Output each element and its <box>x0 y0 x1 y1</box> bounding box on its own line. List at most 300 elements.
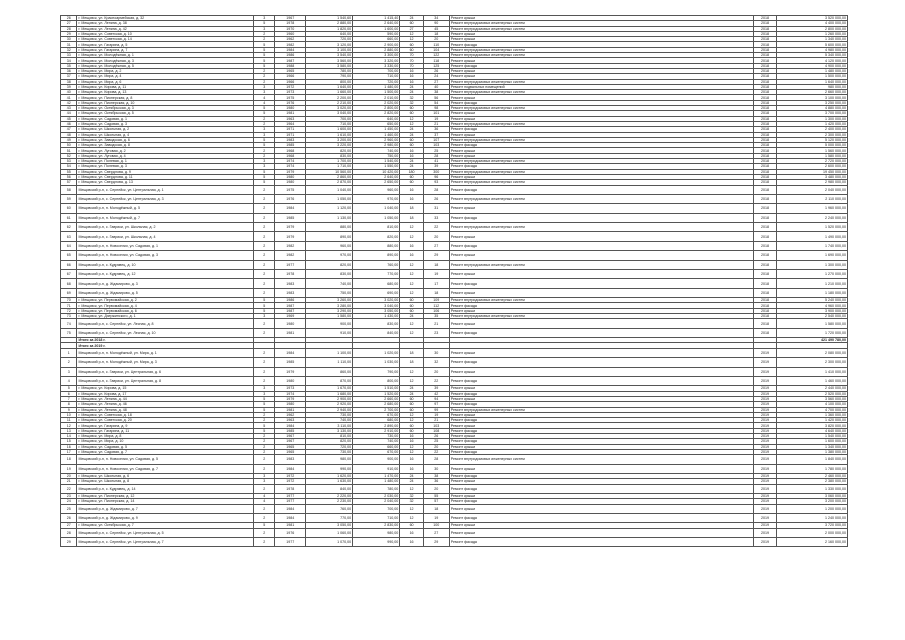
cell-cost: 2 040 000,00 <box>777 185 848 194</box>
cell-floors: 3 <box>254 159 275 164</box>
cell-area: 3 020,00 <box>306 106 353 111</box>
cell-work: Ремонт внутридомовых инженерных систем <box>449 79 753 84</box>
cell-area2: 10 420,00 <box>353 169 400 174</box>
cell-addr: Мещовский р-н, д. Ждамирово, д. 5 <box>77 288 254 297</box>
cell-cost: 1 480 000,00 <box>777 68 848 73</box>
cell-apts: 60 <box>400 180 424 185</box>
cell-res: 36 <box>423 479 449 484</box>
cell-addr: Мещовский р-н, с. Серпейск, ул. Центральная, д. 7 <box>77 538 254 547</box>
cell-apts: 60 <box>400 174 424 179</box>
cell-n: 8 <box>61 402 77 407</box>
cell-cost: 1 380 000,00 <box>777 449 848 454</box>
cell-cost: 4 100 000,00 <box>777 402 848 407</box>
cell-plan: 2019 <box>753 493 777 498</box>
cell-apts: 24 <box>400 479 424 484</box>
section-label: Итого за 2019 г. <box>77 343 254 348</box>
cell-addr: Мещовский р-н, с. Кудрявец, д. 12 <box>77 270 254 279</box>
cell-floors: 2 <box>254 513 275 522</box>
cell-n: 67 <box>61 270 77 279</box>
cell-apts: 12 <box>400 367 424 376</box>
cell-area2: 670,00 <box>353 412 400 417</box>
cell-work: Ремонт крыши <box>449 288 753 297</box>
cell-area2: 2 640,00 <box>353 174 400 179</box>
cell-apts: 12 <box>400 288 424 297</box>
cell-apts: 70 <box>400 53 424 58</box>
cell-floors: 2 <box>254 204 275 213</box>
cell-area: 3 580,00 <box>306 63 353 68</box>
cell-cost: 1 600 000,00 <box>777 439 848 444</box>
cell-cost: 1 270 000,00 <box>777 270 848 279</box>
cell-area: 720,00 <box>306 444 353 449</box>
cell-area2: 3 330,00 <box>353 63 400 68</box>
cell-floors: 2 <box>254 185 275 194</box>
cell-n: 66 <box>61 260 77 269</box>
cell-area2: 660,00 <box>353 444 400 449</box>
cell-area2: 2 830,00 <box>353 523 400 528</box>
cell-area2: 2 030,00 <box>353 493 400 498</box>
cell-res: 18 <box>423 31 449 36</box>
cell-work: Ремонт крыши <box>449 148 753 153</box>
cell-year: 1982 <box>275 241 306 250</box>
subtotal-label: Итого за 2018 г. <box>77 338 254 343</box>
cell-addr: г. Мещовск, ул. Мира, д. 10 <box>77 439 254 444</box>
cell-work: Ремонт крыши <box>449 116 753 121</box>
cell-plan: 2019 <box>753 499 777 504</box>
table-body <box>61 16 848 547</box>
cell-cost: 1 540 000,00 <box>777 433 848 438</box>
cell-work: Ремонт внутридомовых инженерных систем <box>449 180 753 185</box>
cell-area: 1 600,00 <box>306 127 353 132</box>
cell-res: 26 <box>423 68 449 73</box>
cell-work: Ремонт крыши <box>449 348 753 357</box>
cell-n: 24 <box>61 499 77 504</box>
cell-floors: 5 <box>254 174 275 179</box>
cell-cost: 1 780 000,00 <box>777 464 848 473</box>
cell-area: 3 130,00 <box>306 428 353 433</box>
cell-res: 20 <box>423 367 449 376</box>
cell-area: 3 290,00 <box>306 308 353 313</box>
cell-addr: г. Мещовск, ул. Кирова, д. 13 <box>77 90 254 95</box>
cell-floors: 2 <box>254 68 275 73</box>
cell-addr: Мещовский р-н, п. Новоселки, ул. Садовая, д. 7 <box>77 464 254 473</box>
cell-cost: 1 420 000,00 <box>777 418 848 423</box>
cell-floors: 2 <box>254 232 275 241</box>
cell-cost: 2 520 000,00 <box>777 391 848 396</box>
cell-res: 26 <box>423 194 449 203</box>
cell-n: 2 <box>61 358 77 367</box>
cell-year: 1974 <box>275 159 306 164</box>
cell-area2: 830,00 <box>353 319 400 328</box>
cell-n: 62 <box>61 223 77 232</box>
cell-area2: 1 520,00 <box>353 391 400 396</box>
cell-apts: 18 <box>400 204 424 213</box>
cell-year: 1981 <box>275 523 306 528</box>
cell-n: 51 <box>61 148 77 153</box>
cell-addr: г. Мещовск, ул. Школьная, д. 4 <box>77 132 254 137</box>
table-row <box>61 288 848 297</box>
cell-area: 1 070,00 <box>306 538 353 547</box>
cell-area: 1 700,00 <box>306 159 353 164</box>
cell-floors: 2 <box>254 251 275 260</box>
cell-apts: 12 <box>400 223 424 232</box>
cell-work: Ремонт крыши <box>449 95 753 100</box>
cell-floors: 2 <box>254 358 275 367</box>
cell-area2: 660,00 <box>353 37 400 42</box>
cell-cost: 2 440 000,00 <box>777 386 848 391</box>
cell-area2: 880,00 <box>353 241 400 250</box>
cell-addr: г. Мещовск, ул. Советская, д. 18 <box>77 412 254 417</box>
cell-plan: 2019 <box>753 418 777 423</box>
cell-apts: 60 <box>400 303 424 308</box>
cell-cost: 1 560 000,00 <box>777 148 848 153</box>
cell-work: Ремонт внутридомовых инженерных систем <box>449 223 753 232</box>
cell-plan: 2018 <box>753 106 777 111</box>
cell-year: 1980 <box>275 180 306 185</box>
cell-area: 1 680,00 <box>306 391 353 396</box>
cell-res: 28 <box>423 153 449 158</box>
cell-addr: г. Мещовск, ул. Школьная, д. 6 <box>77 473 254 478</box>
cell-res: 22 <box>423 223 449 232</box>
cell-n: 29 <box>61 31 77 36</box>
cell-area: 10 560,00 <box>306 169 353 174</box>
cell-res: 106 <box>423 308 449 313</box>
cell-work: Ремонт фасада <box>449 100 753 105</box>
cell-area: 800,00 <box>306 79 353 84</box>
cell-res: 20 <box>423 484 449 493</box>
cell-work: Ремонт крыши <box>449 174 753 179</box>
cell-cost: 1 420 000,00 <box>777 121 848 126</box>
cell-plan: 2018 <box>753 213 777 222</box>
table-row <box>61 348 848 357</box>
cell-apts: 18 <box>400 348 424 357</box>
cell-area: 1 130,00 <box>306 213 353 222</box>
cell-addr: г. Мещовск, ул. Свердлова, д. 9 <box>77 169 254 174</box>
cell-addr: г. Мещовск, ул. Кирова, д. 17 <box>77 391 254 396</box>
cell-res: 57 <box>423 499 449 504</box>
cell-area: 980,00 <box>306 455 353 464</box>
cell-year: 1972 <box>275 479 306 484</box>
cell-apts: 16 <box>400 68 424 73</box>
cell-area: 3 280,00 <box>306 303 353 308</box>
cell-n: 18 <box>61 455 77 464</box>
cell-n: 59 <box>61 194 77 203</box>
cell-area2: 800,00 <box>353 376 400 385</box>
cell-area: 720,00 <box>306 37 353 42</box>
cell-floors: 2 <box>254 464 275 473</box>
cell-apts: 60 <box>400 308 424 313</box>
cell-res: 20 <box>423 444 449 449</box>
cell-area2: 650,00 <box>353 121 400 126</box>
cell-plan: 2018 <box>753 180 777 185</box>
cell-n: 45 <box>61 116 77 121</box>
cell-work: Ремонт крыши <box>449 31 753 36</box>
cell-work: Ремонт крыши <box>449 433 753 438</box>
cell-plan: 2018 <box>753 100 777 105</box>
cell-area: 750,00 <box>306 288 353 297</box>
cell-area: 830,00 <box>306 270 353 279</box>
cell-year: 1981 <box>275 407 306 412</box>
cell-apts: 12 <box>400 121 424 126</box>
cell-plan: 2018 <box>753 127 777 132</box>
cell-apts: 24 <box>400 90 424 95</box>
cell-addr: г. Мещовск, ул. Гагарина, д. 9 <box>77 423 254 428</box>
cell-cost: 1 340 000,00 <box>777 444 848 449</box>
cell-year: 1978 <box>275 484 306 493</box>
cell-floors: 2 <box>254 433 275 438</box>
cell-work: Ремонт внутридомовых инженерных систем <box>449 53 753 58</box>
cell-res: 29 <box>423 538 449 547</box>
cell-plan: 2019 <box>753 449 777 454</box>
cell-area2: 840,00 <box>353 328 400 337</box>
cell-floors: 5 <box>254 308 275 313</box>
cell-floors: 2 <box>254 279 275 288</box>
cell-area2: 2 010,00 <box>353 95 400 100</box>
cell-n: 23 <box>61 493 77 498</box>
cell-cost: 980 000,00 <box>777 84 848 89</box>
cell-year: 1967 <box>275 433 306 438</box>
cell-n: 28 <box>61 528 77 537</box>
cell-res: 28 <box>423 185 449 194</box>
cell-work: Ремонт фасада <box>449 63 753 68</box>
cell-cost: 1 180 000,00 <box>777 288 848 297</box>
cell-n: 60 <box>61 204 77 213</box>
cell-plan: 2018 <box>753 308 777 313</box>
cell-n: 46 <box>61 121 77 126</box>
cell-plan: 2019 <box>753 473 777 478</box>
cell-work: Ремонт фасада <box>449 449 753 454</box>
cell-area2: 1 040,00 <box>353 204 400 213</box>
cell-n: 31 <box>61 42 77 47</box>
cell-year: 1971 <box>275 132 306 137</box>
cell-res: 94 <box>423 396 449 401</box>
cell-n: 32 <box>61 47 77 52</box>
cell-area: 2 920,00 <box>306 402 353 407</box>
cell-floors: 5 <box>254 428 275 433</box>
cell-floors: 3 <box>254 479 275 484</box>
cell-plan: 2018 <box>753 328 777 337</box>
cell-work: Ремонт крыши <box>449 504 753 513</box>
cell-work: Ремонт фасада <box>449 418 753 423</box>
table-row <box>61 279 848 288</box>
cell-n: 70 <box>61 298 77 303</box>
cell-addr: г. Мещовск, ул. Свердлова, д. 13 <box>77 180 254 185</box>
cell-area: 1 100,00 <box>306 348 353 357</box>
cell-apts: 32 <box>400 493 424 498</box>
cell-area: 840,00 <box>306 484 353 493</box>
cell-addr: г. Мещовск, ул. Первомайская, д. 2 <box>77 298 254 303</box>
cell-n: 17 <box>61 449 77 454</box>
cell-area2: 1 510,00 <box>353 386 400 391</box>
cell-addr: г. Мещовск, ул. Пионерская, д. 10 <box>77 100 254 105</box>
cell-cost: 5 240 000,00 <box>777 298 848 303</box>
cell-work: Ремонт фасада <box>449 303 753 308</box>
cell-apts: 12 <box>400 418 424 423</box>
cell-area2: 1 050,00 <box>353 213 400 222</box>
cell-apts: 12 <box>400 412 424 417</box>
cell-work: Ремонт крыши <box>449 251 753 260</box>
cell-area: 820,00 <box>306 439 353 444</box>
cell-area2: 3 020,00 <box>353 298 400 303</box>
cell-addr: Мещовский р-н, с. Кудрявец, д. 14 <box>77 484 254 493</box>
cell-plan: 2018 <box>753 47 777 52</box>
cell-floors: 5 <box>254 402 275 407</box>
cell-floors: 2 <box>254 260 275 269</box>
cell-work: Ремонт фасада <box>449 241 753 250</box>
cell-floors: 5 <box>254 137 275 142</box>
cell-plan: 2019 <box>753 504 777 513</box>
cell-floors: 2 <box>254 74 275 79</box>
cell-area2: 1 415,40 <box>353 16 400 21</box>
cell-addr: г. Мещовск, ул. Пионерская, д. 12 <box>77 493 254 498</box>
cell-apts: 16 <box>400 455 424 464</box>
cell-floors: 4 <box>254 100 275 105</box>
cell-floors: 3 <box>254 164 275 169</box>
cell-work: Ремонт фасада <box>449 376 753 385</box>
cell-work: Ремонт внутридомовых инженерных систем <box>449 407 753 412</box>
cell-n: 27 <box>61 523 77 528</box>
cell-year: 1975 <box>275 95 306 100</box>
cell-res: 125 <box>423 63 449 68</box>
cell-apts: 60 <box>400 137 424 142</box>
cell-apts: 16 <box>400 194 424 203</box>
cell-work: Ремонт фасада <box>449 127 753 132</box>
cell-plan: 2018 <box>753 251 777 260</box>
cell-year: 1987 <box>275 303 306 308</box>
cell-cost: 3 700 000,00 <box>777 111 848 116</box>
cell-area: 780,00 <box>306 68 353 73</box>
cell-res: 93 <box>423 180 449 185</box>
cell-cost: 1 210 000,00 <box>777 279 848 288</box>
cell-year: 1977 <box>275 260 306 269</box>
subtotal-value: 421 490 780,00 <box>777 338 848 343</box>
cell-cost: 4 880 000,00 <box>777 106 848 111</box>
cell-res: 112 <box>423 303 449 308</box>
cell-floors: 5 <box>254 21 275 26</box>
cell-area2: 910,00 <box>353 464 400 473</box>
cell-year: 1980 <box>275 106 306 111</box>
cell-area: 730,00 <box>306 412 353 417</box>
cell-plan: 2018 <box>753 159 777 164</box>
cell-year: 1976 <box>275 194 306 203</box>
cell-addr: г. Мещовск, ул. Советская, д. 10 <box>77 31 254 36</box>
cell-n: 14 <box>61 433 77 438</box>
cell-floors: 5 <box>254 143 275 148</box>
cell-year: 1985 <box>275 143 306 148</box>
cell-plan: 2018 <box>753 232 777 241</box>
cell-plan: 2018 <box>753 111 777 116</box>
cell-plan: 2019 <box>753 358 777 367</box>
cell-plan: 2018 <box>753 143 777 148</box>
cell-plan: 2019 <box>753 484 777 493</box>
cell-cost: 1 580 000,00 <box>777 153 848 158</box>
table-row <box>61 232 848 241</box>
cell-addr: г. Мещовск, ул. Ленина, д. 44 <box>77 396 254 401</box>
cell-year: 1983 <box>275 288 306 297</box>
cell-apts: 18 <box>400 358 424 367</box>
cell-n: 53 <box>61 159 77 164</box>
cell-area: 870,00 <box>306 376 353 385</box>
cell-res: 19 <box>423 412 449 417</box>
cell-plan: 2018 <box>753 174 777 179</box>
cell-cost: 2 000 000,00 <box>777 528 848 537</box>
cell-area2: 2 650,00 <box>353 180 400 185</box>
cell-apts: 12 <box>400 513 424 522</box>
cell-year: 1963 <box>275 116 306 121</box>
cell-work: Ремонт крыши <box>449 74 753 79</box>
cell-area2: 680,00 <box>353 279 400 288</box>
cell-res: 100 <box>423 523 449 528</box>
cell-area2: 900,00 <box>353 455 400 464</box>
cell-cost: 3 560 000,00 <box>777 396 848 401</box>
cell-work: Ремонт фасада <box>449 513 753 522</box>
cell-plan: 2019 <box>753 538 777 547</box>
table-row <box>61 185 848 194</box>
cell-area2: 890,00 <box>353 251 400 260</box>
cell-area2: 1 500,00 <box>353 90 400 95</box>
cell-floors: 2 <box>254 241 275 250</box>
cell-res: 96 <box>423 174 449 179</box>
cell-area: 820,00 <box>306 260 353 269</box>
cell-apts: 24 <box>400 164 424 169</box>
cell-cost: 1 690 000,00 <box>777 251 848 260</box>
cell-year: 1988 <box>275 63 306 68</box>
cell-apts: 60 <box>400 428 424 433</box>
cell-work: Ремонт фасада <box>449 328 753 337</box>
cell-floors: 2 <box>254 367 275 376</box>
cell-res: 23 <box>423 328 449 337</box>
cell-area2: 960,00 <box>353 185 400 194</box>
cell-addr: г. Мещовск, ул. Школьная, д. 8 <box>77 479 254 484</box>
cell-n: 61 <box>61 213 77 222</box>
cell-work: Ремонт крыши <box>449 204 753 213</box>
cell-n: 50 <box>61 143 77 148</box>
cell-addr: г. Мещовск, ул. Пионерская, д. 14 <box>77 499 254 504</box>
cell-apts: 70 <box>400 58 424 63</box>
cell-plan: 2018 <box>753 26 777 31</box>
cell-year: 1987 <box>275 58 306 63</box>
cell-area: 3 220,00 <box>306 143 353 148</box>
cell-addr: г. Мещовск, ул. Садовая, д. 7 <box>77 449 254 454</box>
cell-addr: г. Мещовск, ул. Дзержинского, д. 1 <box>77 314 254 319</box>
cell-plan: 2019 <box>753 479 777 484</box>
cell-cost: 2 540 000,00 <box>777 314 848 319</box>
cell-year: 1984 <box>275 423 306 428</box>
cell-area2: 2 020,00 <box>353 100 400 105</box>
cell-res: 24 <box>423 74 449 79</box>
spreadsheet-page <box>60 15 848 627</box>
cell-res: 97 <box>423 402 449 407</box>
cell-cost: 4 640 000,00 <box>777 428 848 433</box>
cell-year: 1967 <box>275 439 306 444</box>
cell-area: 760,00 <box>306 504 353 513</box>
cell-year: 1979 <box>275 232 306 241</box>
cell-area: 1 670,00 <box>306 386 353 391</box>
cell-apts: 24 <box>400 132 424 137</box>
cell-res: 20 <box>423 232 449 241</box>
cell-n: 12 <box>61 423 77 428</box>
cell-area2: 1 460,00 <box>353 132 400 137</box>
cell-floors: 2 <box>254 194 275 203</box>
cell-area2: 700,00 <box>353 68 400 73</box>
cell-res: 300 <box>423 169 449 174</box>
cell-n: 11 <box>61 418 77 423</box>
cell-cost: 1 200 000,00 <box>777 504 848 513</box>
cell-work: Ремонт фасада <box>449 213 753 222</box>
cell-n: 21 <box>61 479 77 484</box>
cell-area: 1 640,00 <box>306 84 353 89</box>
cell-res: 21 <box>423 319 449 328</box>
cell-apts: 12 <box>400 279 424 288</box>
